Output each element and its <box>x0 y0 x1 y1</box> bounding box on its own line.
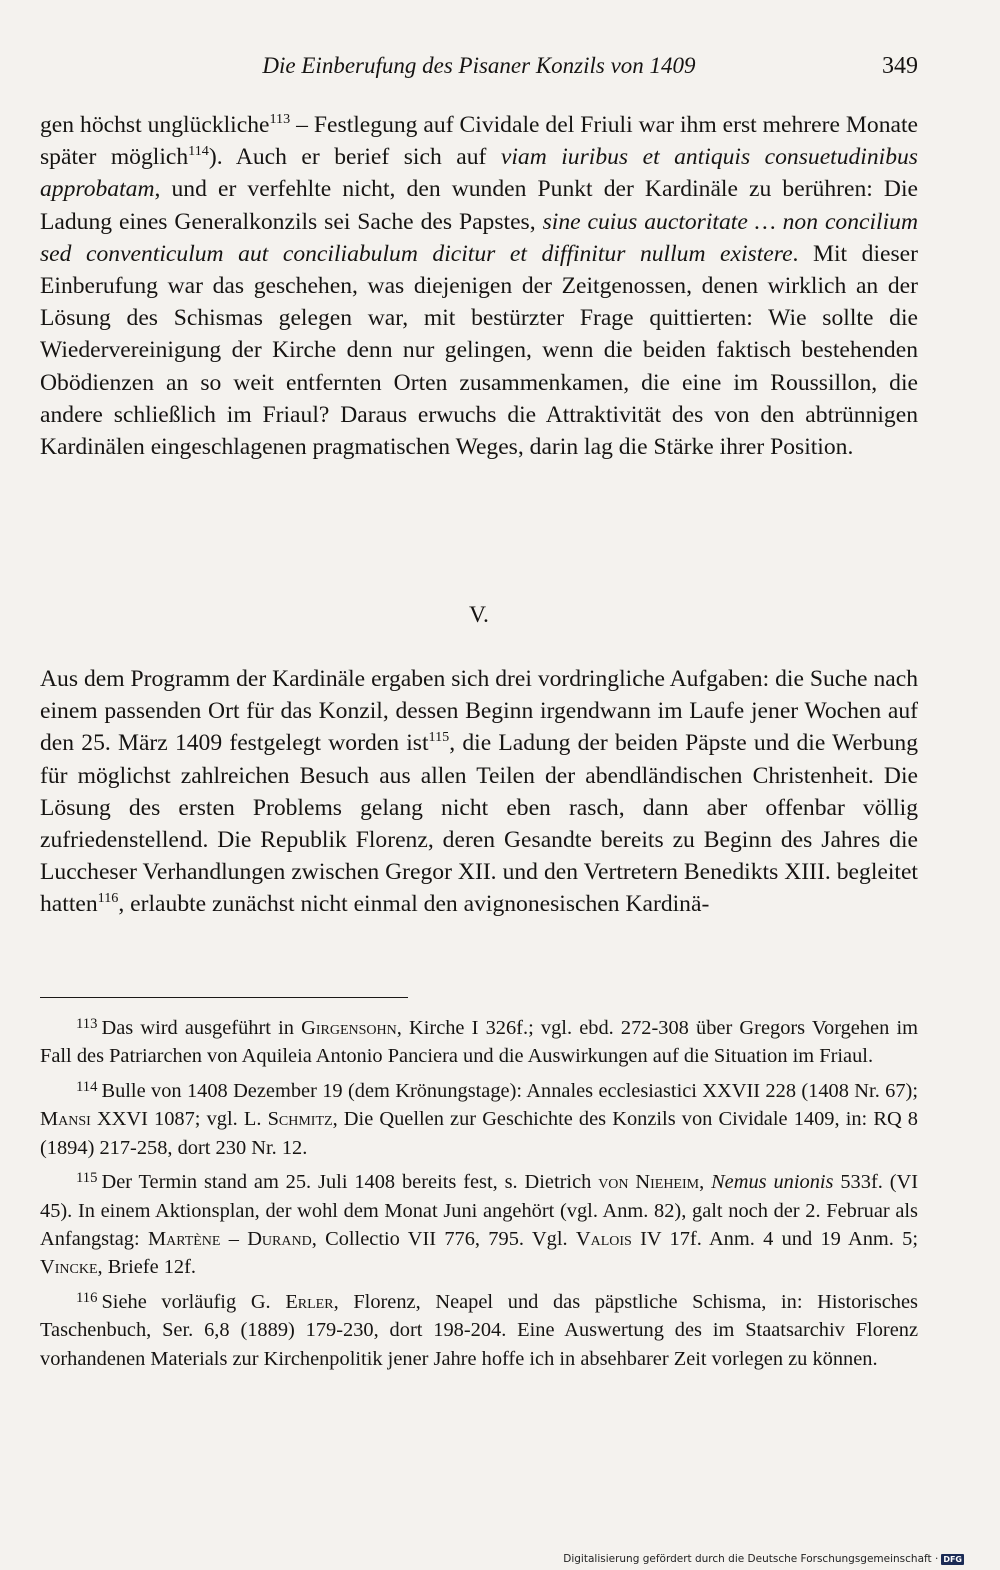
footnote-number: 114 <box>76 1078 98 1095</box>
author-name: Valois <box>575 1228 632 1251</box>
text-run: Das wird ausgeführt in <box>101 1017 302 1039</box>
text-run: , die Ladung der beiden Päpste und die Werbung für möglichst zahlreichen Besuch aus allen Teilen der abendländischen Christenheit. Die Lösung des ersten Problems gelang nicht eben rasch, dann aber offenbar völlig zufriedenstellend. Die Republik Florenz, deren Gesandte bereits zu Beginn des Jahres die Luccheser Verhandlungen zwischen Gregor XII. und den Vertretern Benedikts XIII. begleitet hatten <box>40 730 918 918</box>
author-name: Girgensohn <box>301 1017 397 1039</box>
paragraph-1 <box>40 109 918 463</box>
section-heading: V. <box>469 602 489 628</box>
author-name: Vincke <box>40 1256 98 1279</box>
footnote-number: 116 <box>76 1290 98 1307</box>
credit-text: Digitalisierung gefördert durch die Deutsche Forschungsgemeinschaft · <box>563 1553 939 1565</box>
text-run: , erlaubte zunächst nicht einmal den avignonesischen Kardinä- <box>118 891 710 918</box>
footnote-ref-114[interactable]: 114 <box>188 143 209 160</box>
text-run: gen höchst unglückliche <box>40 112 270 138</box>
text-run: IV 17f. Anm. 4 und 19 Anm. 5; <box>631 1228 918 1251</box>
text-run: , Collectio VII 776, 795. Vgl. <box>311 1228 576 1251</box>
footnote-divider <box>40 997 408 998</box>
page-number: 349 <box>882 53 918 79</box>
author-name: Martène – Durand <box>147 1228 312 1251</box>
footnote-114 <box>40 1077 918 1162</box>
text-run: Aus dem Programm der Kardinäle ergaben sich drei vordringliche Aufgaben: die Suche nach einem passenden Ort für das Konzil, dessen Beginn irgendwann im Laufe jener Wochen auf den 25. März 1409 festgelegt worden ist <box>40 666 918 757</box>
latin-quote: viam iuribus et antiquis consuetudinibus approbatam <box>40 144 918 203</box>
text-run: . Mit dieser Einberufung war das geschehen, was diejenigen der Zeitgenossen, denen wirklich an der Lösung des Schismas gelegen war, mit bestürzter Frage quittierten: Wie sollte die Wiedervereinigung der Kirche denn nur gelingen, wenn die beiden faktisch bestehenden Obödienzen an so weit entfernten Orten zusammenkamen, die eine im Roussillon, die andere schließlich im Friaul? Daraus erwuchs die Attraktivität des von den abtrünnigen Kardinälen eingeschlagenen pragmatischen Weges, darin lag die Stärke ihrer Position. <box>40 240 918 461</box>
text-run: ). Auch er berief sich auf <box>208 144 501 171</box>
author-name: Mansi <box>40 1108 91 1131</box>
latin-quote: sine cuius auctoritate … non concilium sed conventiculum aut conciliabulum dicitur et diffinitur nullum existere <box>40 208 918 267</box>
running-head <box>40 46 918 86</box>
author-name: Schmitz <box>267 1108 333 1131</box>
footnote-number: 115 <box>76 1170 98 1187</box>
text-run: XXVI 1087; vgl. L. <box>90 1108 268 1131</box>
text-run: , Florenz, Neapel und das päpstliche Schisma, in: Historisches Taschenbuch, Ser. 6,8 (1889) 179-230, dort 198-204. Eine Auswertung des im Staatsarchiv Florenz vorhandenen Materials zur Kirchenpolitik jener Jahre hoffe ich in absehbarer Zeit vorlegen zu können. <box>40 1291 918 1370</box>
footnotes <box>40 1014 918 1380</box>
text-run: , Briefe 12f. <box>97 1256 197 1279</box>
author-name: von Nieheim <box>598 1171 700 1194</box>
footnote-113 <box>40 1014 918 1071</box>
text-run: 533f. (VI 45). In einem Aktionsplan, der wohl dem Monat Juni angehört (vgl. Anm. 82), galt noch der 2. Februar als Anfangstag: <box>40 1171 919 1251</box>
dfg-logo-icon: DFG <box>943 1554 962 1564</box>
footnote-ref-116[interactable]: 116 <box>97 890 119 907</box>
text-run: , Kirche I 326f.; vgl. ebd. 272-308 über Gregors Vorgehen im Fall des Patriarchen von Aquileia Antonio Panciera und die Auswirkungen auf die Situation im Friaul. <box>40 1017 918 1068</box>
footnote-number: 113 <box>76 1015 98 1032</box>
footnote-ref-115[interactable]: 115 <box>428 729 450 746</box>
text-run: Bulle von 1408 Dezember 19 (dem Krönungstage): Annales ecclesiastici XXVII 228 (1408 Nr. 67); <box>101 1080 918 1103</box>
text-run: Siehe vorläufig G. <box>101 1291 286 1314</box>
text-run: – Festlegung auf Cividale del Friuli war ihm erst mehrere Monate später möglich <box>40 112 918 171</box>
text-run: Der Termin stand am 25. Juli 1408 bereits fest, s. Dietrich <box>101 1171 599 1194</box>
running-title: Die Einberufung des Pisaner Konzils von 1409 <box>262 53 696 78</box>
author-name: Erler <box>285 1291 334 1314</box>
text-run: , und er verfehlte nicht, den wunden Punkt der Kardinäle zu berühren: Die Ladung eines Generalkonzils sei Sache des Papstes, <box>40 176 918 235</box>
text-run: , <box>699 1171 712 1194</box>
paragraph-2 <box>40 663 918 921</box>
work-title: Nemus unionis <box>711 1171 834 1194</box>
text-run: , Die Quellen zur Geschichte des Konzils von Cividale 1409, in: RQ 8 (1894) 217-258, dort 230 Nr. 12. <box>40 1108 918 1159</box>
footnote-115 <box>40 1168 918 1281</box>
footnote-ref-113[interactable]: 113 <box>269 111 291 128</box>
footnote-116 <box>40 1288 918 1373</box>
digitization-credit <box>563 1553 964 1565</box>
